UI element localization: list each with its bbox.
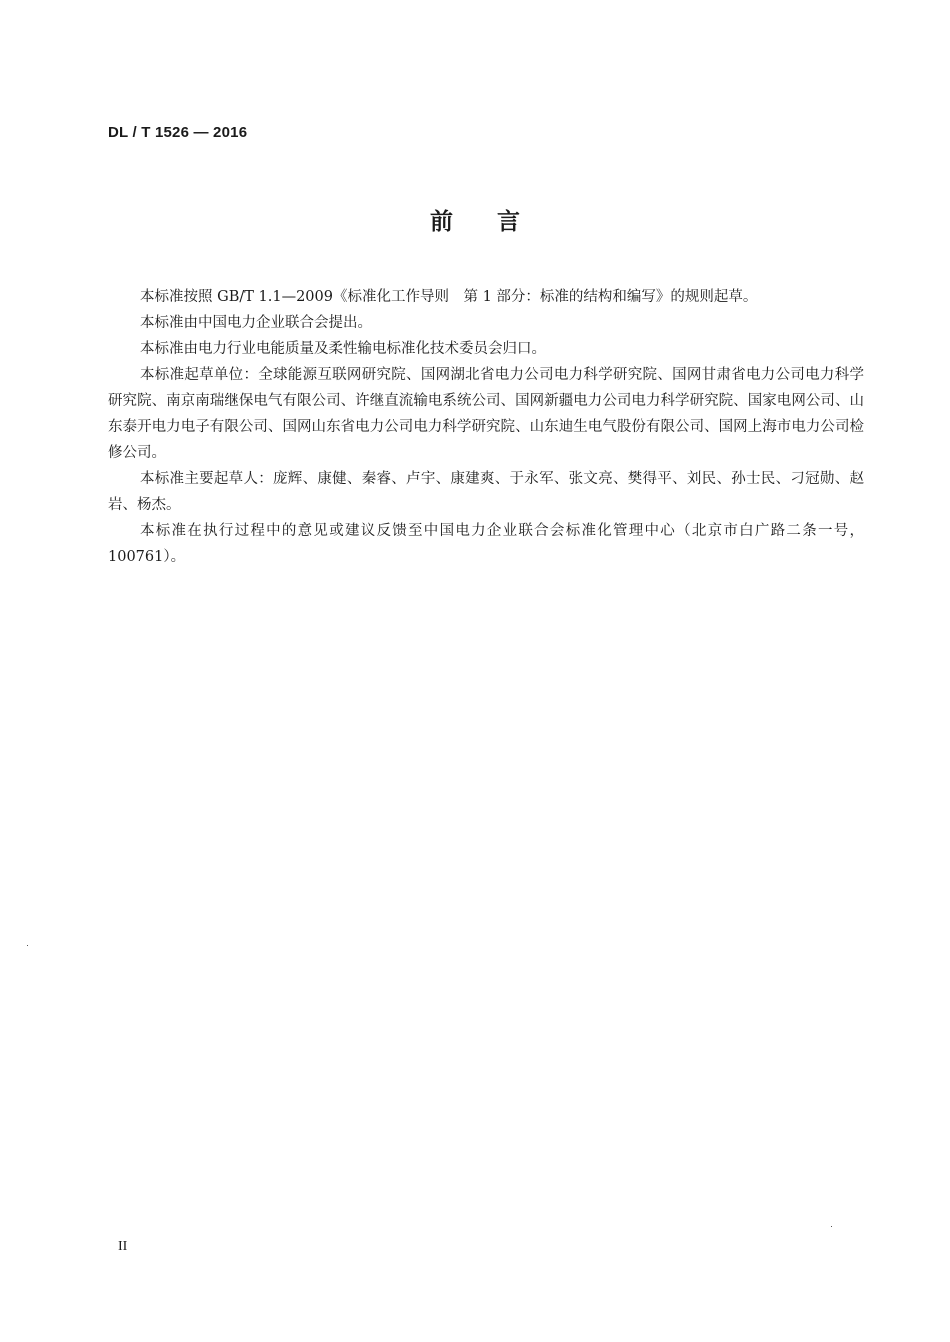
standard-code: DL / T 1526 — 2016 <box>108 124 248 141</box>
paragraph-drafting-units: 本标准起草单位：全球能源互联网研究院、国网湖北省电力公司电力科学研究院、国网甘肃省电力公司电力科学研究院、南京南瑞继保电气有限公司、许继直流输电系统公司、国网新疆电力公司电力科学研究院、国家电网公司、山东泰开电力电子有限公司、国网山东省电力公司电力科学研究院、山东迪生电气股份有限公司、国网上海市电力公司检修公司。 <box>108 367 864 461</box>
paragraph-drafting-rules: 本标准按照 GB/T 1.1—2009《标准化工作导则 第 1 部分：标准的结构和编写》的规则起草。 <box>140 289 758 305</box>
paragraph-feedback: 本标准在执行过程中的意见或建议反馈至中国电力企业联合会标准化管理中心（北京市白广路二条一号，100761）。 <box>108 523 864 565</box>
scan-speck <box>831 1226 832 1227</box>
page-number: II <box>118 1239 128 1254</box>
page-title <box>0 203 950 236</box>
scan-speck <box>27 945 28 946</box>
title-char-1: 前 <box>430 209 453 235</box>
paragraph-drafters: 本标准主要起草人：庞辉、康健、秦睿、卢宇、康建爽、于永军、张文亮、樊得平、刘民、孙士民、刁冠勋、赵岩、杨杰。 <box>108 471 864 513</box>
foreword-body <box>108 284 864 570</box>
paragraph-proposer: 本标准由中国电力企业联合会提出。 <box>140 315 372 331</box>
paragraph-committee: 本标准由电力行业电能质量及柔性输电标准化技术委员会归口。 <box>140 341 546 357</box>
title-char-2: 言 <box>497 209 520 235</box>
